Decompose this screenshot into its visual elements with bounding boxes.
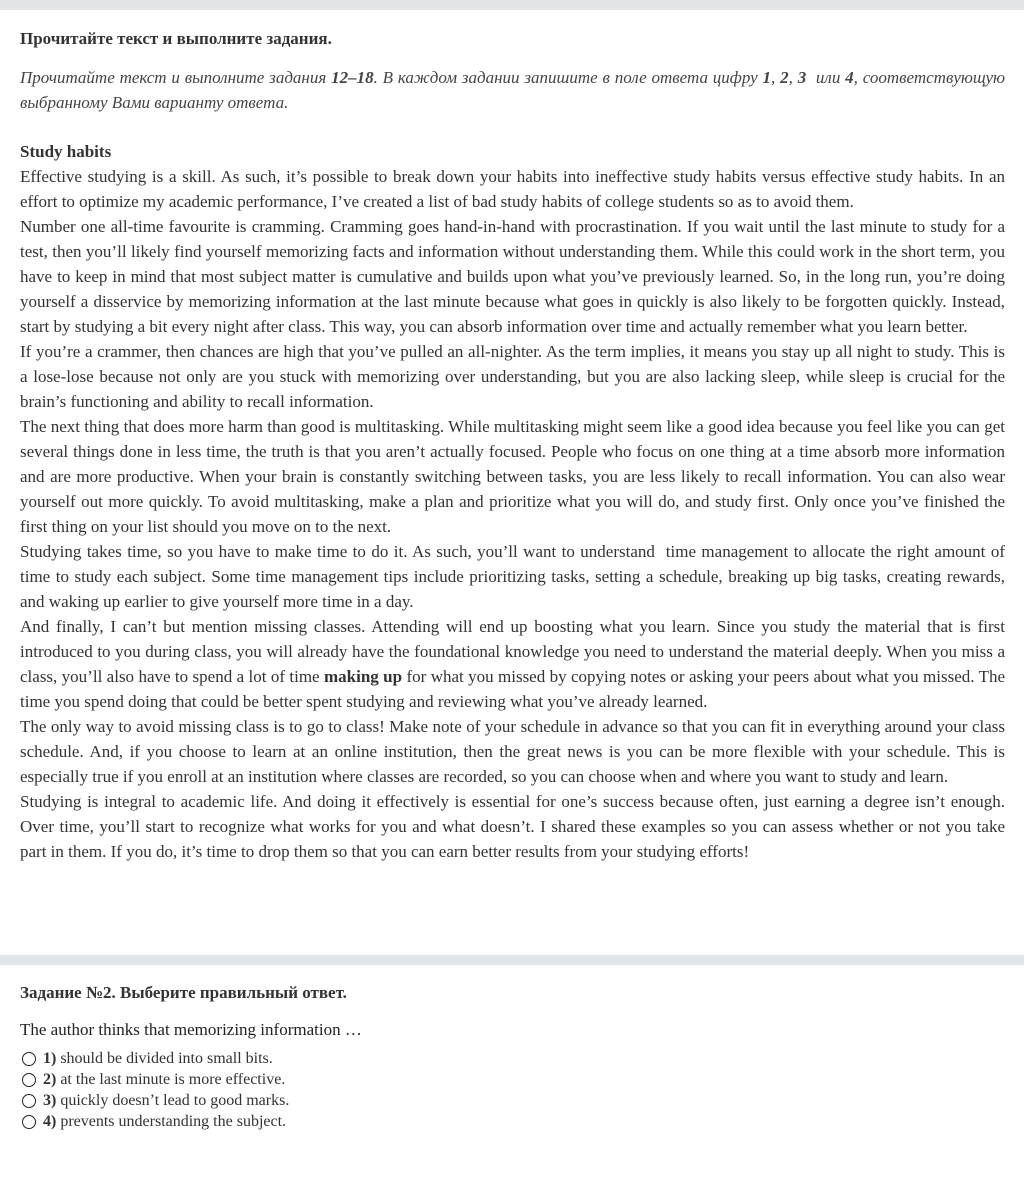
instructions-text-part: или bbox=[806, 68, 846, 87]
option-text: at the last minute is more effective. bbox=[60, 1070, 286, 1088]
task-title: Задание №2. Выберите правильный ответ. bbox=[20, 983, 347, 1002]
separator: , bbox=[771, 68, 781, 87]
article bbox=[20, 139, 1010, 864]
article-paragraph: The only way to avoid missing class is to go to class! Make note of your schedule in advance so that you can fit in everything around your class schedule. And, if you choose to learn at an online institution, then the great news is you can be more flexible with your schedule. This is especially true if you enroll at an institution where classes are recorded, so you can choose when and where you want to study and learn. bbox=[20, 717, 1005, 786]
radio-button[interactable] bbox=[22, 1094, 36, 1108]
option-text: quickly doesn’t lead to good marks. bbox=[60, 1091, 290, 1109]
answer-digit: 4 bbox=[845, 68, 854, 87]
article-paragraph: Effective studying is a skill. As such, it’s possible to break down your habits into ineffective study habits versus effective study habits. In an effort to optimize my academic performance, I’ve created a list of bad study habits of college students so as to avoid them. bbox=[20, 167, 1005, 211]
article-paragraph: The next thing that does more harm than good is multitasking. While multitasking might seem like a good idea because you feel like you can get several things done in less time, the truth is that you aren’t actually focused. People who focus on one thing at a time absorb more information and are more productive. When your brain is constantly switching between tasks, you are less likely to recall information. You can also wear yourself out more quickly. To avoid multitasking, make a plan and prioritize what you will do, and study first. Only once you’ve finished the first thing on your list should you move on to the next. bbox=[20, 417, 1005, 536]
instructions-text-part: . В каждом задании запишите в поле ответа цифру bbox=[373, 68, 763, 87]
option-number: 2) bbox=[43, 1070, 57, 1088]
answer-digit: 1 bbox=[762, 68, 772, 87]
tasks-range: 12–18 bbox=[331, 68, 374, 87]
section-divider bbox=[0, 955, 1024, 965]
answer-digit: 2 bbox=[780, 68, 789, 87]
option-number: 1) bbox=[43, 1049, 57, 1067]
answer-option-3[interactable] bbox=[20, 1090, 1005, 1111]
article-paragraph: Studying is integral to academic life. And doing it effectively is essential for one’s success because often, just earning a degree isn’t enough. Over time, you’ll start to recognize what works for you and what doesn’t. I shared these examples so you can assess whether or not you take part in them. If you do, it’s time to drop them so that you can earn better results from your studying efforts! bbox=[20, 792, 1005, 861]
option-text: should be divided into small bits. bbox=[60, 1049, 273, 1067]
highlighted-phrase: making up bbox=[324, 667, 403, 686]
article-title: Study habits bbox=[20, 142, 112, 161]
answer-option-1[interactable] bbox=[20, 1048, 1005, 1069]
option-number: 3) bbox=[43, 1091, 57, 1109]
separator: , bbox=[788, 68, 798, 87]
article-paragraph: Number one all-time favourite is cramming. Cramming goes hand-in-hand with procrastination. If you wait until the last minute to study for a test, then you’ll likely find yourself memorizing facts and information without understanding them. While this could work in the short term, you have to keep in mind that most subject matter is cumulative and builds upon what you’ve previously learned. So, in the long run, you’re doing yourself a disservice by memorizing information at the last minute because what goes in quickly is also likely to be forgotten quickly. Instead, start by studying a bit every night after class. This way, you can absorb information over time and actually remember what you learn better. bbox=[20, 217, 1005, 336]
article-paragraph: Studying takes time, so you have to make time to do it. As such, you’ll want to understand time management to allocate the right amount of time to study each subject. Some time management tips include prioritizing tasks, setting a schedule, breaking up big tasks, creating rewards, and waking up earlier to give yourself more time in a day. bbox=[20, 542, 1010, 611]
article-paragraph bbox=[20, 614, 1005, 714]
article-paragraph: If you’re a crammer, then chances are high that you’ve pulled an all-nighter. As the term implies, it means you stay up all night to study. This is a lose-lose because not only are you stuck with memorizing over understanding, but you are also lacking sleep, while sleep is crucial for the brain’s functioning and ability to recall information. bbox=[20, 342, 1005, 411]
question-text: The author thinks that memorizing information … bbox=[20, 1020, 362, 1039]
instructions-text bbox=[20, 65, 1005, 115]
answer-option-2[interactable] bbox=[20, 1069, 1005, 1090]
option-text: prevents understanding the subject. bbox=[60, 1112, 287, 1130]
option-number: 4) bbox=[43, 1112, 57, 1130]
paragraph-text: And finally, I can’t but mention missing classes. Attending will end up boosting what you learn. Since you study the material that is first introduced to you during class, you will already have the foundational knowledge you need to understand the material deeply. When you miss a class, you’ll also have to spend a lot of time bbox=[20, 617, 1005, 686]
paragraph-text: for what you missed by copying notes or asking your peers about what you missed. The time you spend doing that could be better spent studying and reviewing what you’ve already learned. bbox=[20, 667, 1005, 711]
instructions-text-part: Прочитайте текст и выполните задания bbox=[20, 68, 332, 87]
answer-digit: 3 bbox=[797, 68, 807, 87]
instructions-text-part: , соответствующую выбранному Вами варианту ответа. bbox=[20, 68, 1005, 112]
top-divider-bar bbox=[0, 0, 1024, 10]
answer-options bbox=[20, 1048, 1005, 1132]
task-section bbox=[20, 980, 1005, 1132]
radio-button[interactable] bbox=[22, 1073, 36, 1087]
radio-button[interactable] bbox=[22, 1052, 36, 1066]
reading-section bbox=[20, 26, 1010, 864]
instructions-title: Прочитайте текст и выполните задания. bbox=[20, 29, 332, 48]
answer-option-4[interactable] bbox=[20, 1111, 1005, 1132]
radio-button[interactable] bbox=[22, 1115, 36, 1129]
